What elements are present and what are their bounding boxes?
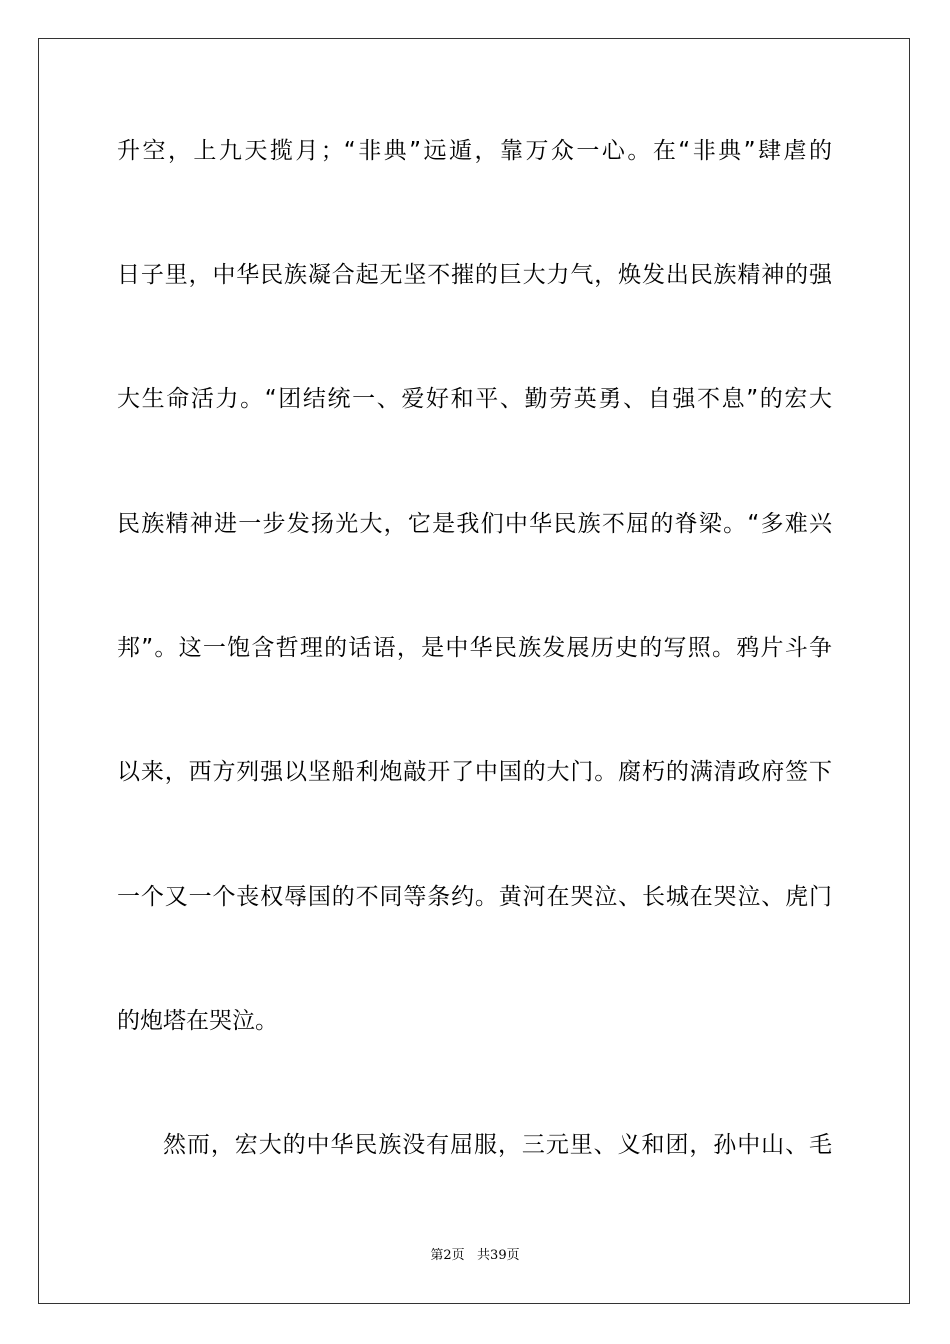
- paragraph-line: 一个又一个丧权辱国的不同等条约。黄河在哭泣、长城在哭泣、虎门: [117, 884, 832, 910]
- paragraph-line: 的炮塔在哭泣。: [117, 1008, 278, 1034]
- paragraph-line: 邦”。这一饱含哲理的话语，是中华民族发展历史的写照。鸦片斗争: [117, 635, 832, 661]
- paragraph-line: 然而，宏大的中华民族没有屈服，三元里、义和团，孙中山、毛: [163, 1132, 832, 1158]
- paragraph-line: 升空，上九天揽月；“非典”远遁，靠万众一心。在“非典”肆虐的: [117, 138, 832, 164]
- page-frame: [38, 38, 910, 1304]
- paragraph-line: 大生命活力。“团结统一、爱好和平、勤劳英勇、自强不息”的宏大: [117, 386, 832, 412]
- paragraph-line: 日子里，中华民族凝合起无坚不摧的巨大力气，焕发出民族精神的强: [117, 262, 832, 288]
- paragraph-line: 以来，西方列强以坚船利炮敲开了中国的大门。腐朽的满清政府签下: [117, 759, 832, 785]
- paragraph-line: 民族精神进一步发扬光大，它是我们中华民族不屈的脊梁。“多难兴: [117, 511, 832, 537]
- page-number-footer: 第2页 共39页: [430, 1248, 520, 1263]
